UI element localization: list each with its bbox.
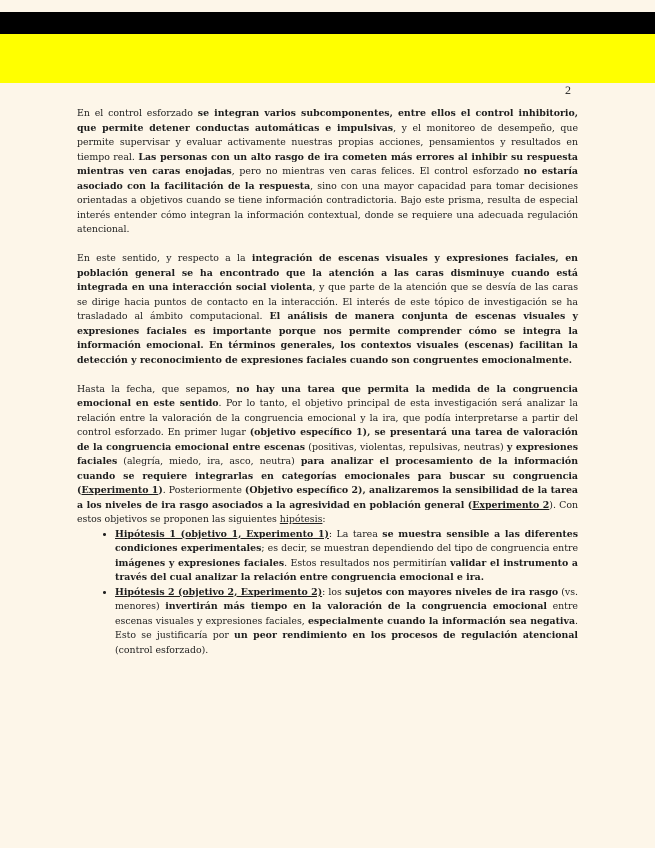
text-run: (positivas, violentas, repulsivas, neutras) xyxy=(305,441,507,453)
text-run: especialmente cuando la información sea negativa xyxy=(307,615,576,627)
header-yellow-bar xyxy=(0,34,655,97)
list-item xyxy=(115,586,578,659)
text-run: . Esto se justificaría por xyxy=(115,615,578,641)
text-run: hipótesis xyxy=(279,514,323,525)
text-run: El análisis de manera conjunta de escenas visuales y expresiones faciales es importante porque nos permite comprender cómo se integra la información emocional. En términos generales, los contextos visuales (escenas) facilitan la detección y reconocimiento de expresiones faciales cuando son congruentes emocionalmente. xyxy=(77,311,578,366)
text-run: validar el instrumento a través del cual analizar la relación entre congruencia emocional e ira. xyxy=(115,557,579,583)
text-run: . Por lo tanto, el objetivo principal de esta investigación será analizar la relación entre la valoración de la congruencia emocional y la ira, que podía interpretarse a partir del control esforzado. En primer lugar xyxy=(77,398,578,438)
paragraph xyxy=(77,252,578,368)
text-run: En este sentido, y respecto a la xyxy=(77,253,252,264)
text-run: sujetos con mayores niveles de ira rasgo xyxy=(344,586,559,598)
text-run: Hasta la fecha, que sepamos, xyxy=(77,383,237,395)
text-run: , y que parte de la atención que se desvía de las caras se dirige hacia puntos de contacto en la interacción. El interés de este tópico de investigación se ha trasladado al ámbito computacional. xyxy=(77,282,578,322)
text-run: imágenes y expresiones faciales xyxy=(115,557,285,569)
text-run: no hay una tarea que permita la medida de la congruencia emocional en este sentido xyxy=(77,383,578,409)
text-run: se muestra sensible a las diferentes condiciones experimentales xyxy=(115,528,579,554)
text-run: : La tarea xyxy=(328,528,383,540)
text-run: se integran varios subcomponentes, entre ellos el control inhibitorio, que permite detener conductas automáticas e impulsivas xyxy=(77,108,578,134)
text-run: entre escenas visuales y expresiones faciales, xyxy=(115,601,578,627)
text-run: Experimento 1 xyxy=(81,485,159,496)
text-run: para analizar el procesamiento de la información cuando se requiere integrarlas en categorías emocionales para buscar su congruencia ( xyxy=(77,456,579,496)
paragraph xyxy=(77,383,578,528)
text-run: (objetivo específico 1), se presentará una tarea de valoración de la congruencia emocional entre escenas xyxy=(77,427,578,453)
text-run: , y el monitoreo de desempeño, que permite supervisar y evaluar activamente nuestras propias acciones, pensamientos y resultados en tiempo real. xyxy=(77,122,578,163)
text-run: y expresiones faciales xyxy=(77,441,578,467)
text-run: (control esforzado). xyxy=(115,644,209,656)
text-run: : xyxy=(322,514,326,525)
text-run: En el control esforzado xyxy=(77,108,198,119)
text-run: ; es decir, se muestran dependiendo del tipo de congruencia entre xyxy=(261,543,578,554)
text-run: . Estos resultados nos permitirían xyxy=(284,557,451,569)
text-run: un peor rendimiento en los procesos de regulación atencional xyxy=(234,630,578,641)
text-run: Las personas con un alto rasgo de ira cometen más errores al inhibir su respuesta mientras ven caras enojadas xyxy=(77,151,578,177)
text-run: integración de escenas visuales y expresiones faciales, en población general se ha encontrado que la atención a las caras disminuye cuando está integrada en una interacción social violenta xyxy=(77,253,578,293)
text-run: Experimento 2 xyxy=(472,499,550,511)
text-run: , sino con una mayor capacidad para tomar decisiones orientadas a objetivos cuando se tiene información contradictoria. Bajo este prisma, resulta de especial interés entender cómo integran la información contextual, donde se requiere una adecuada regulación atencional. xyxy=(77,180,579,235)
text-run: (Objetivo específico 2), analizaremos la sensibilidad de la tarea a los niveles de ira rasgo asociados a la agresividad en población general ( xyxy=(77,485,578,511)
text-run: . Posteriormente xyxy=(162,485,245,496)
page-number: 2 xyxy=(565,83,571,97)
paragraph xyxy=(77,107,578,238)
text-run: , pero no mientras ven caras felices. El control esforzado xyxy=(231,166,524,177)
text-run: (vs. menores) xyxy=(115,586,578,612)
text-run: no estaría asociado con la facilitación de la respuesta xyxy=(77,166,578,192)
text-run: (alegría, miedo, ira, asco, neutra) xyxy=(117,456,301,467)
text-run: Hipótesis 1 (objetivo 1, Experimento 1) xyxy=(115,528,329,540)
text-run: ). Con estos objetivos se proponen las siguientes xyxy=(77,499,579,525)
text-run: : los xyxy=(322,586,345,598)
text-run: Hipótesis 2 (objetivo 2, Experimento 2) xyxy=(115,586,323,598)
text-run: invertirán más tiempo en la valoración de la congruencia emocional xyxy=(165,601,547,612)
header-black-bar xyxy=(0,12,655,34)
document-body xyxy=(77,107,578,658)
text-run: ) xyxy=(158,485,163,496)
list-item xyxy=(115,528,578,586)
hypotheses-list xyxy=(77,528,578,659)
